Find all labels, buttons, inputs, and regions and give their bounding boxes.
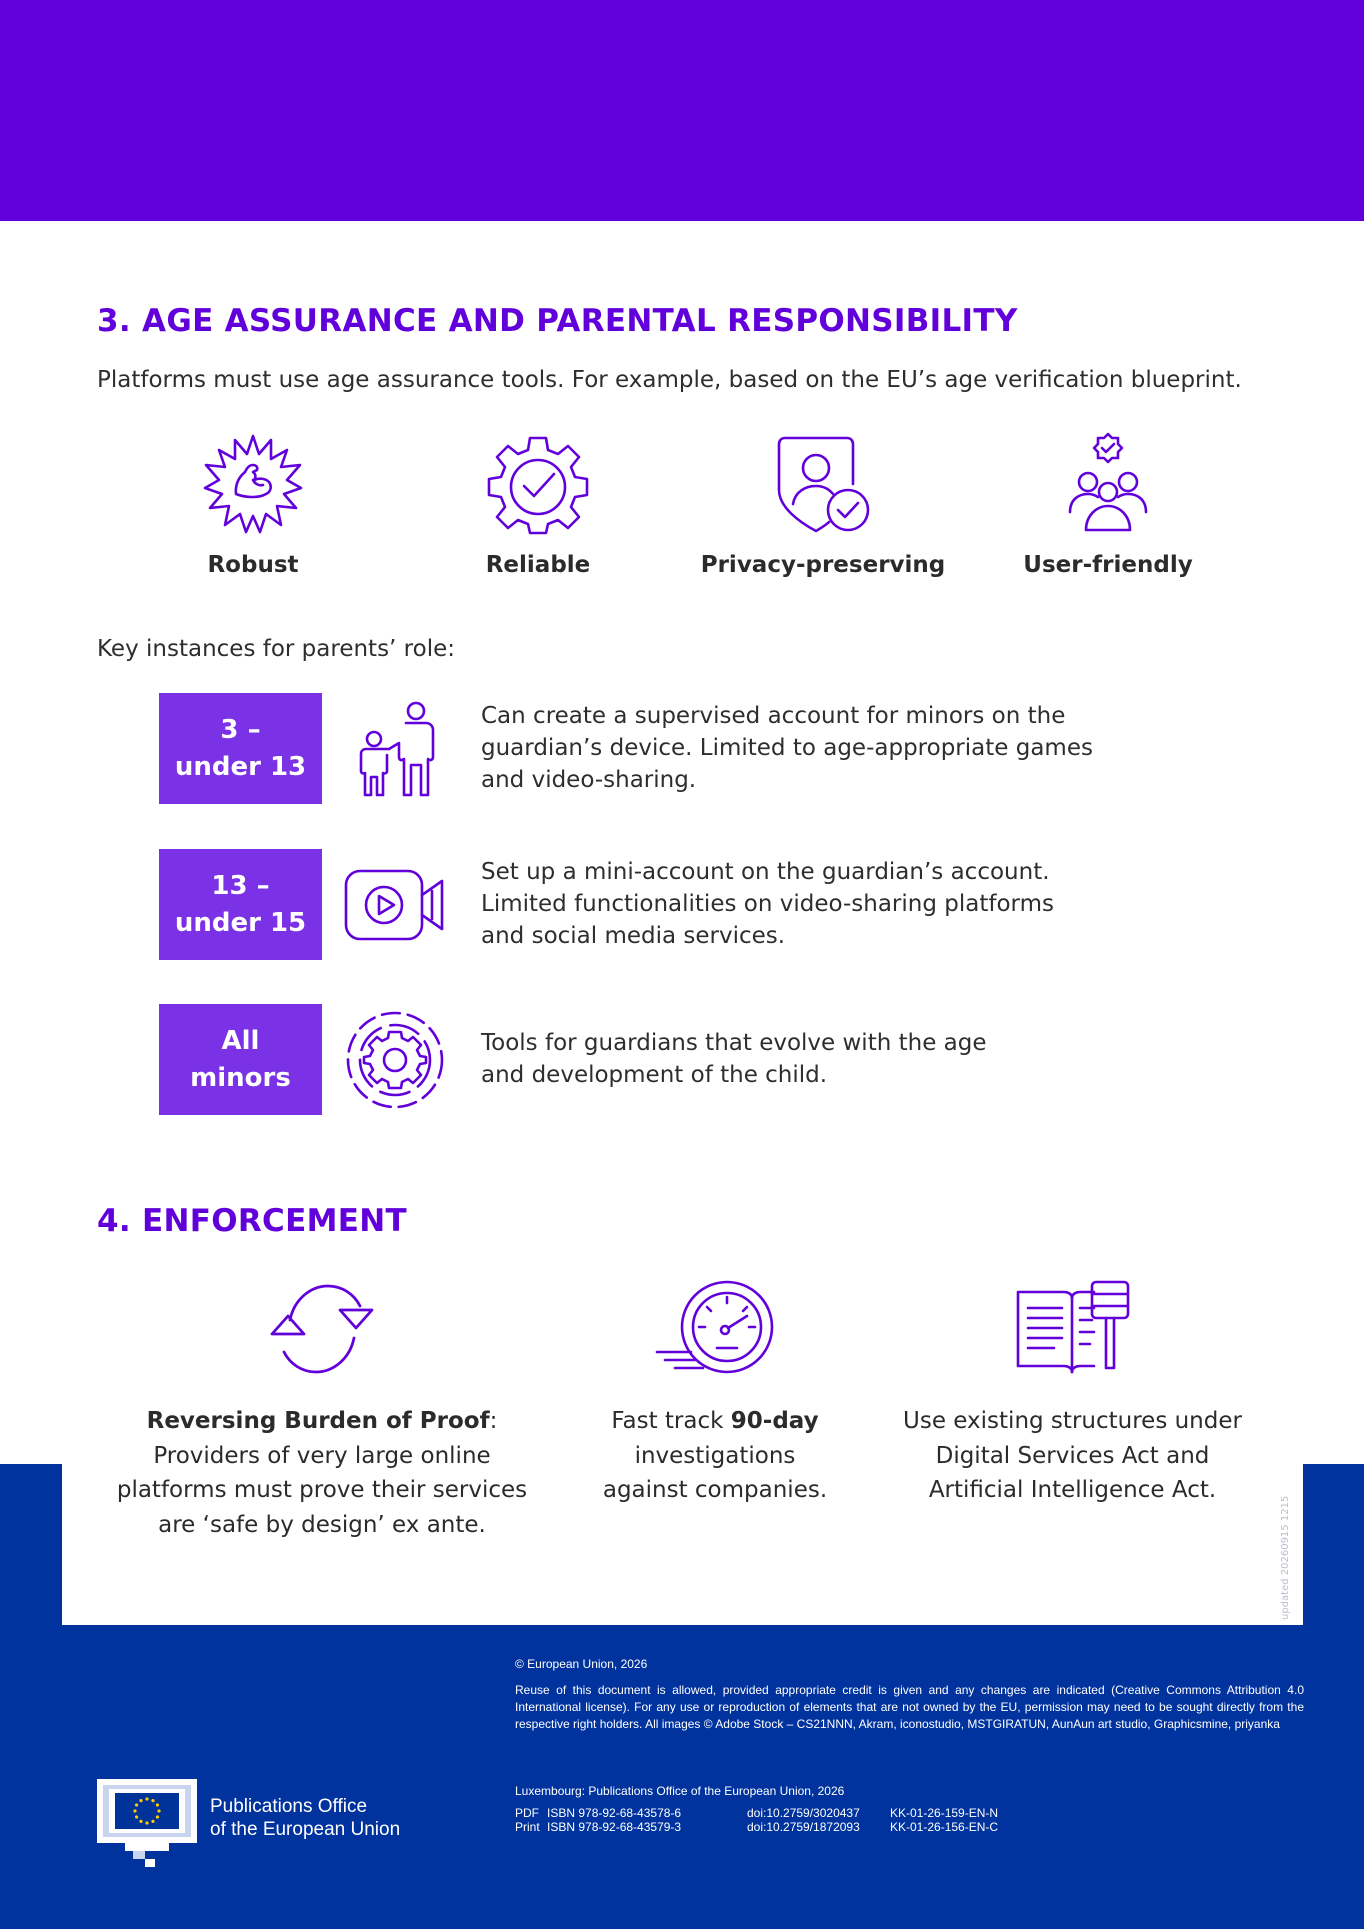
badge-line: under 15 <box>174 907 307 938</box>
publications-office-name: Publications Office of the European Union <box>210 1796 401 1840</box>
feature-privacy-preserving <box>693 432 953 578</box>
enforcement-item-burden-of-proof <box>92 1280 552 1542</box>
section-3-intro: Platforms must use age assurance tools. For example, based on the EU’s age verification blueprint. <box>97 367 1242 393</box>
enforcement-bold: 90-day <box>730 1408 819 1434</box>
instance-row-13-under-15 <box>159 849 1159 960</box>
instance-description: Can create a supervised account for minors on the guardian’s device. Limited to age-appropriate games and video-sharing. <box>481 703 1093 793</box>
shield-user-check-icon <box>771 432 875 536</box>
video-camera-icon <box>344 857 446 953</box>
speedometer-icon <box>655 1280 775 1378</box>
enforcement-item-existing-structures <box>880 1280 1265 1508</box>
instance-row-3-under-13 <box>159 693 1159 804</box>
badge-line: 13 – <box>211 870 270 901</box>
enforcement-item-fast-track <box>570 1280 860 1508</box>
badge-line: 3 – <box>220 714 261 745</box>
badge-line: All <box>221 1025 260 1056</box>
age-badge <box>159 693 322 804</box>
badge-line: under 13 <box>174 751 307 782</box>
section-3-title: 3. AGE ASSURANCE AND PARENTAL RESPONSIBILITY <box>97 303 1018 339</box>
enforcement-text: Fast track 90-day investigations against companies. <box>602 1408 828 1503</box>
enforcement-text: Use existing structures under Digital Services Act and Artificial Intelligence Act. <box>903 1408 1242 1503</box>
copyright: © European Union, 2026 <box>515 1657 648 1671</box>
publications-office-logo <box>97 1779 197 1869</box>
age-badge <box>159 849 322 960</box>
feature-label: Privacy-preserving <box>700 552 946 578</box>
badge-line: minors <box>190 1062 291 1093</box>
gear-check-icon <box>486 432 590 536</box>
isbn-row-pdf: PDF ISBN 978-92-68-43578-6 doi:10.2759/3020437 KK-01-26-159-EN-N <box>515 1806 999 1820</box>
enforcement-bold: Reversing Burden of Proof <box>146 1408 490 1434</box>
feature-user-friendly <box>978 432 1238 578</box>
users-group-icon <box>1056 432 1160 536</box>
top-banner <box>0 0 1364 221</box>
isbn-row-print: Print ISBN 978-92-68-43579-3 doi:10.2759/1872093 KK-01-26-156-EN-C <box>515 1820 999 1834</box>
document-version-id: updated 20260915 1215 <box>1280 1495 1291 1620</box>
feature-reliable <box>408 432 668 578</box>
feature-label: Robust <box>207 552 299 578</box>
section-4-title: 4. ENFORCEMENT <box>97 1203 407 1239</box>
muscle-badge-icon <box>201 432 305 536</box>
reverse-arrows-icon <box>266 1280 378 1378</box>
age-badge <box>159 1004 322 1115</box>
parent-child-icon <box>344 701 446 797</box>
reuse-notice: Reuse of this document is allowed, provided appropriate credit is given and any changes are indicated (Creative Commons Attribution 4.0 International license). For any use or reproduction of elements that are not owned by the EU, permission may need to be sought directly from the respective right holders. All images © Adobe Stock – CS21NNN, Akram, iconostudio, MSTGIRATUN, AunAun art studio, Graphicsmine, priyanka <box>515 1683 1304 1731</box>
feature-robust <box>123 432 383 578</box>
feature-label: User-friendly <box>1023 552 1193 578</box>
enforcement-text: Reversing Burden of Proof: Providers of very large online platforms must prove their services are ‘safe by design’ ex ante. <box>116 1408 528 1538</box>
publisher-line: Luxembourg: Publications Office of the European Union, 2026 PDF ISBN 978-92-68-43578-6 doi:10.2759/3020437 KK-01-26-159-EN-N Print ISBN 978-92-68-43579-3 doi:10.2759/1872093 KK-01-26-156-EN-C <box>515 1784 1304 1834</box>
instance-row-all-minors <box>159 1004 1159 1115</box>
instance-description: Set up a mini-account on the guardian’s account. Limited functionalities on video-sharing platforms and social media services. <box>481 859 1054 949</box>
instance-description: Tools for guardians that evolve with the age and development of the child. <box>481 1030 987 1088</box>
parents-role-intro: Key instances for parents’ role: <box>97 636 455 662</box>
feature-label: Reliable <box>485 552 591 578</box>
gear-cycle-icon <box>344 1009 446 1111</box>
law-book-gavel-icon <box>1014 1280 1132 1378</box>
